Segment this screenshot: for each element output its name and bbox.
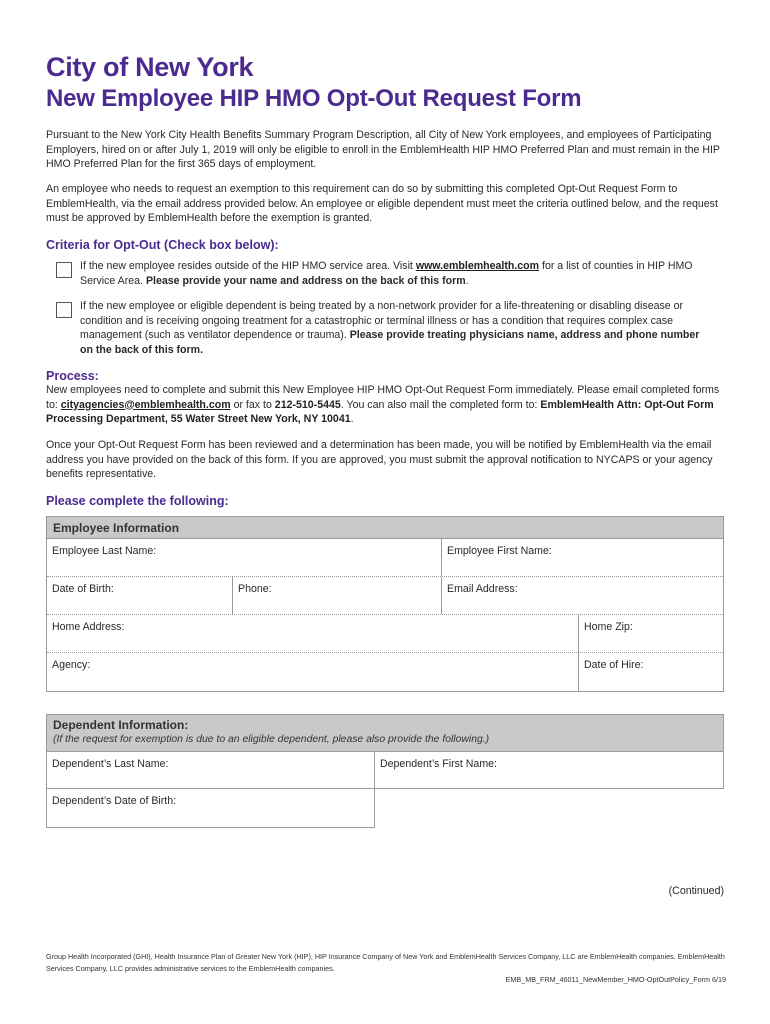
dependent-name-row <box>46 751 724 789</box>
date-of-birth-field[interactable] <box>47 577 232 614</box>
agency-label: Agency: <box>52 659 91 671</box>
complete-heading: Please complete the following: <box>46 494 229 508</box>
employee-contact-row <box>47 577 723 615</box>
employee-info-table <box>46 516 724 692</box>
email-address-label: Email Address: <box>447 583 518 595</box>
emblemhealth-website-link[interactable]: www.emblemhealth.com <box>415 260 540 272</box>
phone-field[interactable] <box>233 577 441 614</box>
criteria-text-service-area: If the new employee resides outside of the HIP HMO service area. Visit www.emblemhealth.com for a list of counties in HIP HMO Service Area. Please provide your name and address on the back of this form. <box>80 260 693 287</box>
phone-label: Phone: <box>238 583 272 595</box>
dependent-date-of-birth-field[interactable] <box>47 789 374 827</box>
date-of-hire-label: Date of Hire: <box>584 659 644 671</box>
date-of-hire-field[interactable] <box>579 653 724 691</box>
dependent-last-name-field[interactable] <box>47 752 374 788</box>
home-zip-label: Home Zip: <box>584 621 633 633</box>
intro-paragraph-2: An employee who needs to request an exemption to this requirement can do so by submitting this completed Opt-Out Request Form to EmblemHealth, via the email address provided below. An employee or eligible dependent must meet the criteria outlined below, and the request must be approved by EmblemHealth before the exemption is granted. <box>46 183 718 225</box>
criteria-heading: Criteria for Opt-Out (Check box below): <box>46 238 279 252</box>
criteria-checkbox-non-network[interactable] <box>56 302 72 318</box>
dependent-info-header <box>46 714 724 751</box>
dependent-info-title: Dependent Information: <box>53 718 189 732</box>
footer-disclaimer: Group Health Incorporated (GHI), Health Insurance Plan of Greater New York (HIP), HIP Insurance Company of New York and EmblemHealth Services Company, LLC are EmblemHealth companies. EmblemHealth Services Company, LLC provides administrative services to the EmblemHealth companies. <box>46 952 725 973</box>
email-address-field[interactable] <box>442 577 724 614</box>
mailing-address: EmblemHealth Attn: Opt-Out Form Processing Department, 55 Water Street New York, NY 10041 <box>46 398 714 426</box>
continued-note: (Continued) <box>668 885 724 897</box>
employee-last-name-field[interactable] <box>47 539 441 576</box>
dependent-dob-row <box>46 788 375 828</box>
employee-name-row <box>47 539 723 577</box>
page-title: City of New York <box>46 52 254 82</box>
agency-field[interactable] <box>47 653 578 691</box>
dependent-first-name-field[interactable] <box>375 752 723 788</box>
dependent-first-name-label: Dependent’s First Name: <box>380 758 497 770</box>
dependent-date-of-birth-label: Dependent’s Date of Birth: <box>52 795 177 807</box>
process-paragraph-2: Once your Opt-Out Request Form has been reviewed and a determination has been made, you will be notified by EmblemHealth via the email address you have provided on the back of this form. If you are approved, you must submit the approval notification to NYCAPS or your agency benefits representative. <box>46 439 713 481</box>
form-title: New Employee HIP HMO Opt-Out Request Form <box>46 85 582 112</box>
dependent-info-note: (If the request for exemption is due to an eligible dependent, please also provide the following.) <box>53 734 490 745</box>
intro-paragraph-1: Pursuant to the New York City Health Benefits Summary Program Description, all City of New York employees, and employees of Participating Employers, hired on or after July 1, 2019 will only be eligible to enroll in the EmblemHealth HIP HMO Preferred Plan and must remain in the HIP HMO Preferred Plan for the first 365 days of employment. <box>46 129 720 171</box>
employee-address-row <box>47 615 723 653</box>
home-zip-field[interactable] <box>579 615 724 652</box>
criteria-text-non-network: If the new employee or eligible dependent is being treated by a non-network provider for a life-threatening or disabling disease or condition and is receiving ongoing treatment for a catastrophic or terminal illness or has a condition that requires complex case management (such as ventilator dependence or trauma). Please provide treating physicians name, address and phone number on the back of this form. <box>80 300 700 356</box>
date-of-birth-label: Date of Birth: <box>52 583 114 595</box>
employee-first-name-field[interactable] <box>442 539 724 576</box>
process-paragraph-1: New employees need to complete and submit this New Employee HIP HMO Opt-Out Request Form immediately. Please email completed forms to: cityagencies@emblemhealth.com or fax to 212-510-5445. You can also mail the completed form to: EmblemHealth Attn: Opt-Out Form Processing Department, 55 Water Street New York, NY 10041. <box>46 384 720 426</box>
employee-last-name-label: Employee Last Name: <box>52 545 157 557</box>
criteria-checkbox-service-area[interactable] <box>56 262 72 278</box>
home-address-field[interactable] <box>47 615 578 652</box>
form-id: EMB_MB_FRM_46011_NewMember_HMO-OptOutPolicy_Form 6/19 <box>505 975 726 984</box>
employee-first-name-label: Employee First Name: <box>447 545 552 557</box>
employee-info-header: Employee Information <box>47 517 723 539</box>
fax-number: 212-510-5445 <box>274 398 341 411</box>
dependent-last-name-label: Dependent’s Last Name: <box>52 758 169 770</box>
process-heading: Process: <box>46 369 99 383</box>
employee-agency-row <box>47 653 723 691</box>
email-link[interactable]: cityagencies@emblemhealth.com <box>60 398 231 411</box>
home-address-label: Home Address: <box>52 621 125 633</box>
